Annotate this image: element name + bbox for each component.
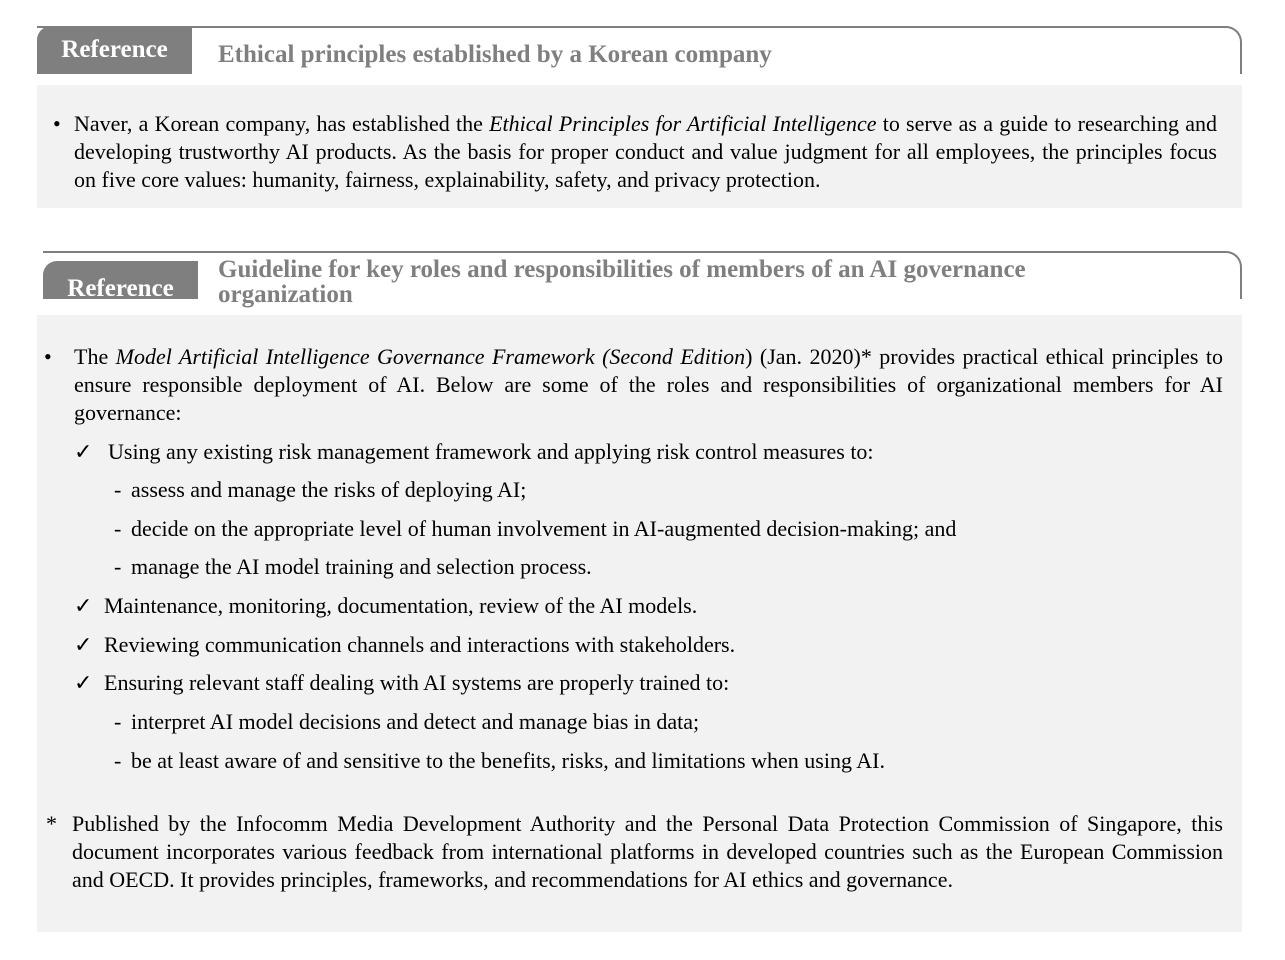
- checkmark-icon: ✓: [74, 670, 93, 695]
- responsibility-subitem: be at least aware of and sensitive to the benefits, risks, and limitations when using AI.: [131, 748, 885, 773]
- reference-body: [37, 85, 1242, 208]
- bullet-icon: •: [53, 111, 61, 136]
- framework-intro-paragraph: [74, 343, 1223, 427]
- reference-title: Ethical principles established by a Korean company: [218, 41, 772, 68]
- responsibility-subitem: interpret AI model decisions and detect and manage bias in data;: [131, 709, 700, 734]
- checkmark-icon: ✓: [74, 593, 93, 618]
- intro-text-2: ) (Jan. 2020)* provides practical ethical principles to ensure responsible deployment of AI. Below are some of the roles and responsibilities of organizational members for AI governance:: [74, 344, 1223, 425]
- dash-icon: -: [114, 748, 122, 773]
- naver-text-2: to serve as a guide to researching and developing trustworthy AI products. As the basis for proper conduct and value judgment for all employees, the principles focus on five core values: humanity, fairness, explainability, safety, and privacy protection.: [74, 111, 1217, 192]
- reference-title-line-1: Guideline for key roles and responsibilities of members of an AI governance: [218, 256, 1026, 283]
- reference-header: [37, 251, 1242, 308]
- dash-icon: -: [114, 554, 122, 579]
- reference-tab-label: Reference: [43, 261, 198, 299]
- footnote-marker: *: [46, 811, 57, 836]
- responsibility-item: Using any existing risk management framework and applying risk control measures to:: [108, 439, 874, 464]
- responsibility-subitem: manage the AI model training and selection process.: [131, 554, 592, 579]
- dash-icon: -: [114, 709, 122, 734]
- reference-body: [37, 315, 1242, 932]
- reference-title-line-2: organization: [218, 281, 353, 308]
- responsibility-subitem: assess and manage the risks of deploying AI;: [131, 477, 527, 502]
- bullet-icon: •: [44, 344, 52, 369]
- reference-box-korean-company: [37, 26, 1242, 208]
- reference-box-ai-governance: [37, 251, 1242, 932]
- reference-header: [37, 26, 1242, 74]
- responsibility-item: Ensuring relevant staff dealing with AI systems are properly trained to:: [104, 670, 730, 695]
- dash-icon: -: [114, 477, 122, 502]
- responsibility-subitem: decide on the appropriate level of human involvement in AI-augmented decision-making; and: [131, 516, 957, 541]
- reference-tab-label: Reference: [37, 26, 192, 74]
- checkmark-icon: ✓: [74, 632, 93, 657]
- intro-text-1: The: [74, 344, 116, 369]
- dash-icon: -: [114, 516, 122, 541]
- naver-text-1: Naver, a Korean company, has established the: [74, 111, 490, 136]
- naver-principles-title: Ethical Principles for Artificial Intelligence: [489, 111, 877, 136]
- responsibility-item: Reviewing communication channels and interactions with stakeholders.: [104, 632, 736, 657]
- responsibility-item: Maintenance, monitoring, documentation, review of the AI models.: [104, 593, 698, 618]
- framework-title: Model Artificial Intelligence Governance Framework (Second Edition: [115, 344, 746, 369]
- checkmark-icon: ✓: [74, 439, 93, 464]
- footnote-paragraph: Published by the Infocomm Media Development Authority and the Personal Data Protection Commission of Singapore, this document incorporates various feedback from international platforms in developed countries such as the European Commission and OECD. It provides principles, frameworks, and recommendations for AI ethics and governance.: [72, 811, 1223, 892]
- naver-paragraph: [74, 110, 1217, 194]
